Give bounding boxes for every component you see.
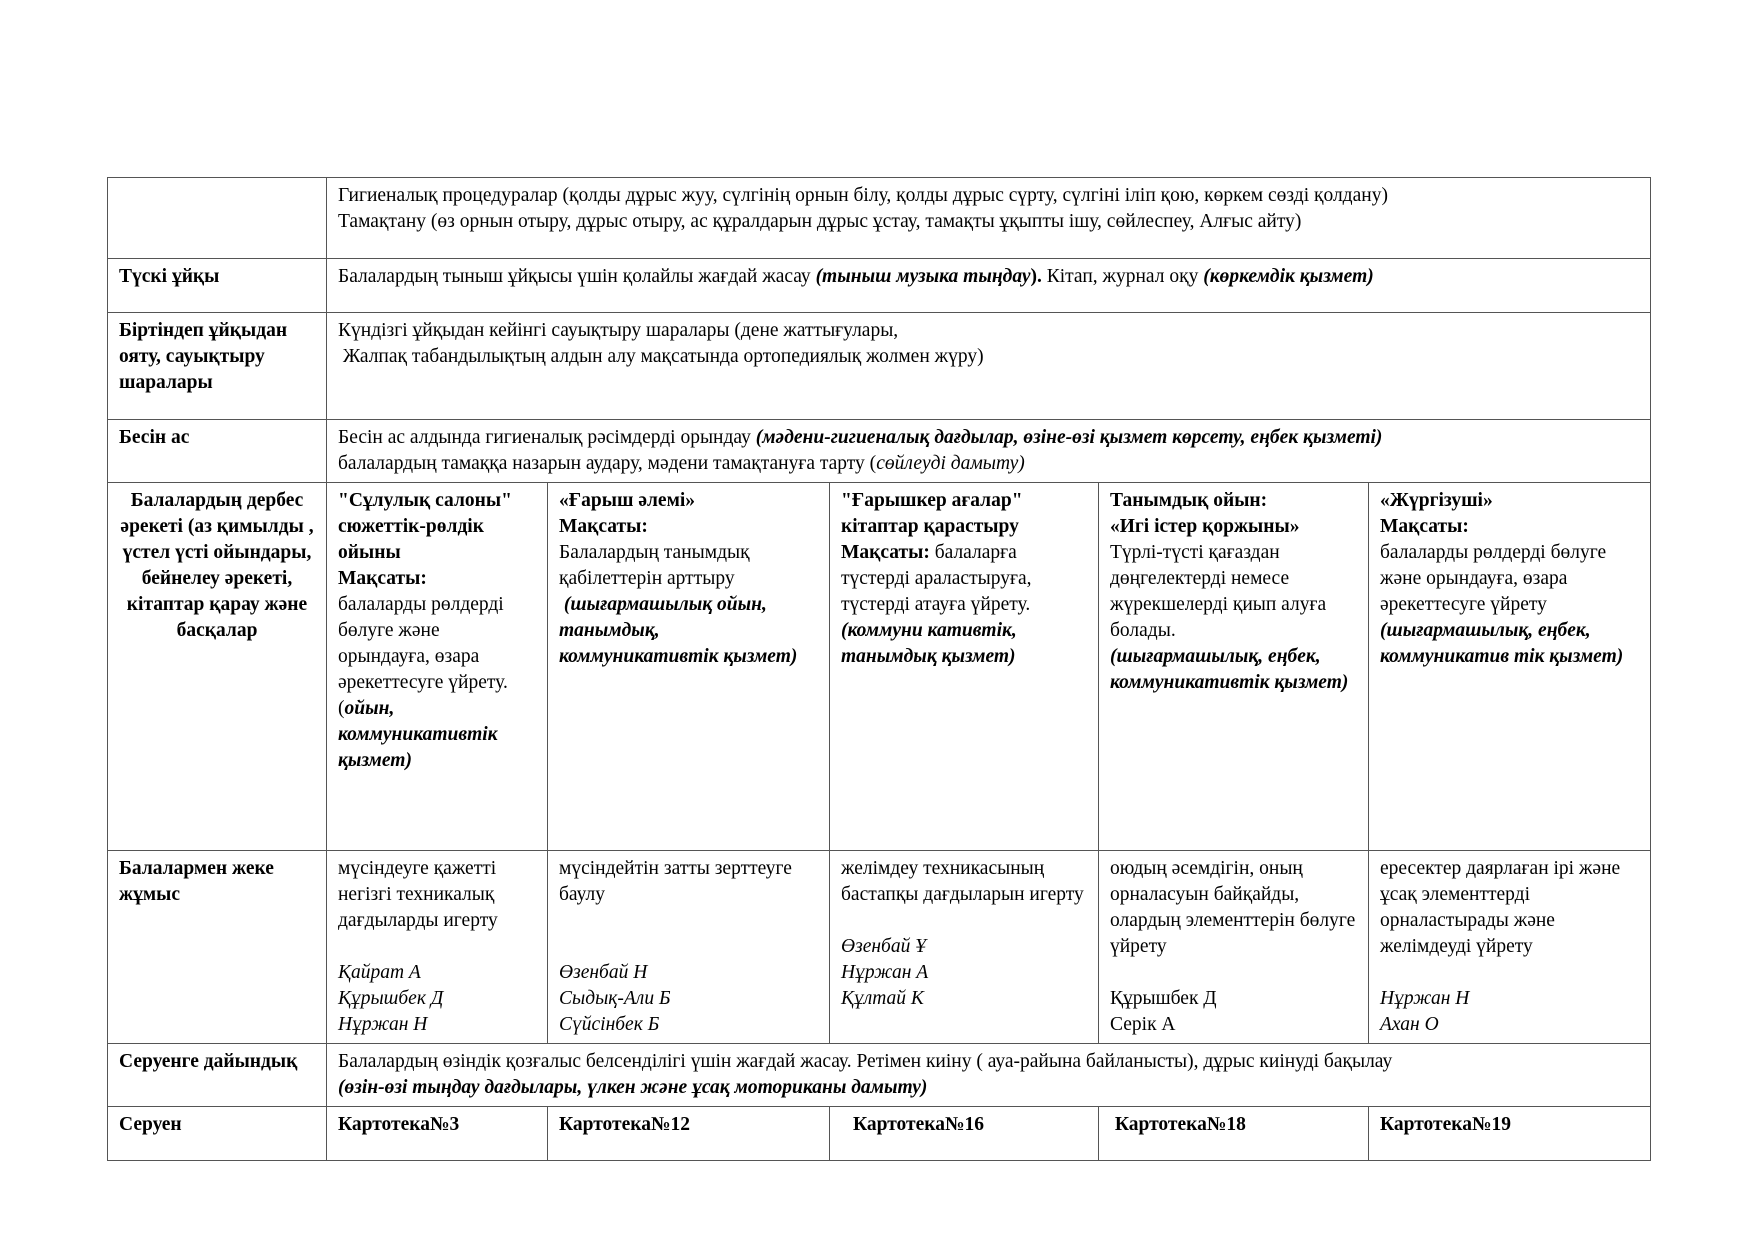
snack-line-2-text: балалардың тамаққа назарын аудару, мәдени тамақтануға тарту ( [338, 453, 877, 474]
walk-row [108, 1107, 1651, 1161]
activity-col2-text: Балалардың танымдық қабілеттерін арттыру [559, 542, 750, 589]
nap-text-d: Кітап, журнал оқу [1046, 266, 1204, 287]
individual-label: Балалармен жеке жұмыс [119, 858, 274, 905]
activity-label-cell [108, 483, 327, 851]
activity-col4-subtitle: «Игі істер қоржыны» [1110, 516, 1300, 537]
individual-col5-cell [1369, 851, 1651, 1044]
snack-content-cell [327, 420, 1651, 483]
individual-col3-cell [830, 851, 1099, 1044]
walk-card-4-cell [1099, 1107, 1369, 1161]
activity-col3-goal-line [841, 540, 1087, 618]
activity-col4-title: Танымдық ойын: [1110, 490, 1268, 511]
individual-col4-name-1: Құрышбек Д [1110, 988, 1217, 1009]
activity-col2-tag: (шығармашылық ойын, танымдық, коммуникативтік қызмет) [559, 594, 798, 667]
nap-row [108, 259, 1651, 313]
walk-prep-row [108, 1044, 1651, 1107]
individual-col4-cell [1099, 851, 1369, 1044]
activity-col1-tag: ойын, коммуникативтік қызмет) [338, 698, 498, 771]
snack-label-cell [108, 420, 327, 483]
activity-col5-cell [1369, 483, 1651, 851]
snack-label: Бесін ас [119, 427, 190, 448]
hygiene-content-cell [327, 178, 1651, 259]
walk-card-1-cell [327, 1107, 548, 1161]
activity-col2-title: «Ғарыш әлемі» [559, 490, 696, 511]
activity-col5-text: балаларды рөлдерді бөлуге және орындауға, өзара әрекеттесуге үйрету [1380, 542, 1607, 615]
snack-line-2-tag: сөйлеуді дамыту) [876, 453, 1025, 474]
spacer [1380, 960, 1639, 986]
walk-card-3: Картотека№16 [853, 1114, 985, 1135]
individual-col1-name-1: Қайрат А [338, 962, 421, 983]
spacer [559, 908, 818, 934]
activity-col2-goal-label: Мақсаты: [559, 516, 648, 537]
hygiene-row [108, 178, 1651, 259]
activity-col1-text: балаларды рөлдерді бөлуге және орындауға, өзара әрекеттесуге үйрету. [338, 594, 508, 693]
nap-text-c: ). [1030, 266, 1047, 287]
nap-text-e: (көркемдік қызмет) [1203, 266, 1374, 287]
walk-label: Серуен [119, 1114, 182, 1135]
activity-col5-goal-label: Мақсаты: [1380, 516, 1469, 537]
walk-card-5-cell [1369, 1107, 1651, 1161]
snack-line-1-text: Бесін ас алдында гигиеналық рәсімдерді орындау [338, 427, 756, 448]
hygiene-line-1: Гигиеналық процедуралар (қолды дұрыс жуу, сүлгінің орнын білу, қолды дұрыс сүрту, сүлгіні іліп қою, көркем сөзді қолдану) [338, 185, 1388, 206]
walk-prep-content-cell [327, 1044, 1651, 1107]
individual-col1-cell [327, 851, 548, 1044]
spacer [338, 934, 536, 960]
individual-col3-name-1: Өзенбай Ұ [841, 936, 927, 957]
activity-col1-tag-line [338, 696, 536, 774]
individual-col1-text: мүсіндеуге қажетті негізгі техникалық дағдыларды игерту [338, 858, 498, 931]
activity-col3-goal-label: Мақсаты: [841, 542, 930, 563]
activity-col3-cell [830, 483, 1099, 851]
activity-col1-tag-open: ( [338, 698, 345, 719]
individual-col5-name-2: Ахан О [1380, 1014, 1439, 1035]
hygiene-label-cell [108, 178, 327, 259]
activity-col4-tag: (шығармашылық, еңбек, коммуникативтік қызмет) [1110, 646, 1349, 693]
walk-card-5: Картотека№19 [1380, 1114, 1512, 1135]
individual-col2-text: мүсіндейтін затты зерттеуге баулу [559, 858, 792, 905]
wakeup-line-1: Күндізгі ұйқыдан кейінгі сауықтыру шаралары (дене жаттығулары, [338, 320, 899, 341]
individual-label-cell [108, 851, 327, 1044]
wakeup-label-cell [108, 313, 327, 420]
individual-col4-name-2: Серік А [1110, 1014, 1176, 1035]
activity-col3-text: балаларға түстерді араластыруға, түстерді атауға үйрету. [841, 542, 1032, 615]
individual-col2-name-3: Сүйсінбек Б [559, 1014, 660, 1035]
individual-row [108, 851, 1651, 1044]
individual-col2-name-1: Өзенбай Н [559, 962, 648, 983]
activity-label: Балалардың дербес әрекеті (аз қимылды , үстел үсті ойындары, бейнелеу әрекеті, кітаптар қарау және басқалар [120, 490, 314, 641]
individual-col3-text: желімдеу техникасының бастапқы дағдыларын игерту [841, 858, 1084, 905]
walk-prep-label-cell [108, 1044, 327, 1107]
spacer [559, 934, 818, 960]
individual-col5-name-1: Нұржан Н [1380, 988, 1470, 1009]
individual-col3-name-3: Құлтай К [841, 988, 924, 1009]
walk-prep-line-1: Балалардың өзіндік қозғалыс белсенділігі үшін жағдай жасау. Ретімен киіну ( ауа-райына байланысты), дұрыс киінуді бақылау [338, 1051, 1393, 1072]
individual-col3-name-2: Нұржан А [841, 962, 929, 983]
activity-col1-title: "Сұлулық салоны" сюжеттік-рөлдік ойыны [338, 490, 512, 563]
activity-col3-title: "Ғарышкер ағалар" кітаптар қарастыру [841, 490, 1023, 537]
daily-schedule-table [107, 177, 1651, 1161]
activity-col3-tag: (коммуни кативтік, танымдық қызмет) [841, 620, 1017, 667]
snack-row [108, 420, 1651, 483]
activity-row [108, 483, 1651, 851]
snack-line-1 [338, 425, 1639, 451]
individual-col1-name-2: Құрышбек Д [338, 988, 444, 1009]
activity-col4-cell [1099, 483, 1369, 851]
activity-col1-goal-label: Мақсаты: [338, 568, 427, 589]
individual-col2-cell [548, 851, 830, 1044]
walk-prep-label: Серуенге дайындық [119, 1051, 298, 1072]
snack-line-1-tag: (мәдени-гигиеналық дағдылар, өзіне-өзі қызмет көрсету, еңбек қызметі) [755, 427, 1383, 448]
activity-col4-text: Түрлі-түсті қағаздан дөңгелектерді немесе жүрекшелерді қиып алуға болады. [1110, 542, 1327, 641]
wakeup-line-2: Жалпақ табандылықтың алдын алу мақсатында ортопедиялық жолмен жүру) [338, 346, 984, 367]
walk-card-3-cell [830, 1107, 1099, 1161]
nap-label: Түскі ұйқы [119, 266, 220, 287]
wakeup-row [108, 313, 1651, 420]
snack-line-2 [338, 451, 1639, 477]
walk-label-cell [108, 1107, 327, 1161]
activity-col5-title: «Жүргізуші» [1380, 490, 1493, 511]
activity-col1-cell [327, 483, 548, 851]
nap-content-cell [327, 259, 1651, 313]
walk-card-2: Картотека№12 [559, 1114, 691, 1135]
wakeup-content-cell [327, 313, 1651, 420]
activity-col2-cell [548, 483, 830, 851]
walk-prep-line-2: (өзін-өзі тыңдау дағдылары, үлкен және ұсақ моториканы дамыту) [338, 1077, 928, 1098]
spacer [1110, 960, 1357, 986]
nap-label-cell [108, 259, 327, 313]
nap-text-a: Балалардың тыныш ұйқысы үшін қолайлы жағдай жасау [338, 266, 816, 287]
activity-col5-tag: (шығармашылық, еңбек, коммуникатив тік қызмет) [1380, 620, 1624, 667]
walk-card-1: Картотека№3 [338, 1114, 460, 1135]
nap-text-b: (тыныш музыка тыңдау [815, 266, 1031, 287]
walk-card-2-cell [548, 1107, 830, 1161]
individual-col5-text: ересектер даярлаған ірі және ұсақ элементтерді орналастырады және желімдеуді үйрету [1380, 858, 1621, 957]
wakeup-label: Біртіндеп ұйқыдан ояту, сауықтыру шаралары [119, 320, 288, 393]
individual-col4-text: оюдың әсемдігін, оның орналасуын байқайды, олардың элементтерін бөлуге үйрету [1110, 858, 1356, 957]
spacer [841, 908, 1087, 934]
individual-col2-name-2: Сыдық-Али Б [559, 988, 671, 1009]
walk-card-4: Картотека№18 [1110, 1114, 1246, 1135]
hygiene-line-2: Тамақтану (өз орнын отыру, дұрыс отыру, ас құралдарын дұрыс ұстау, тамақты ұқыпты ішу, сөйлеспеу, Алғыс айту) [338, 211, 1302, 232]
individual-col1-name-3: Нұржан Н [338, 1014, 428, 1035]
